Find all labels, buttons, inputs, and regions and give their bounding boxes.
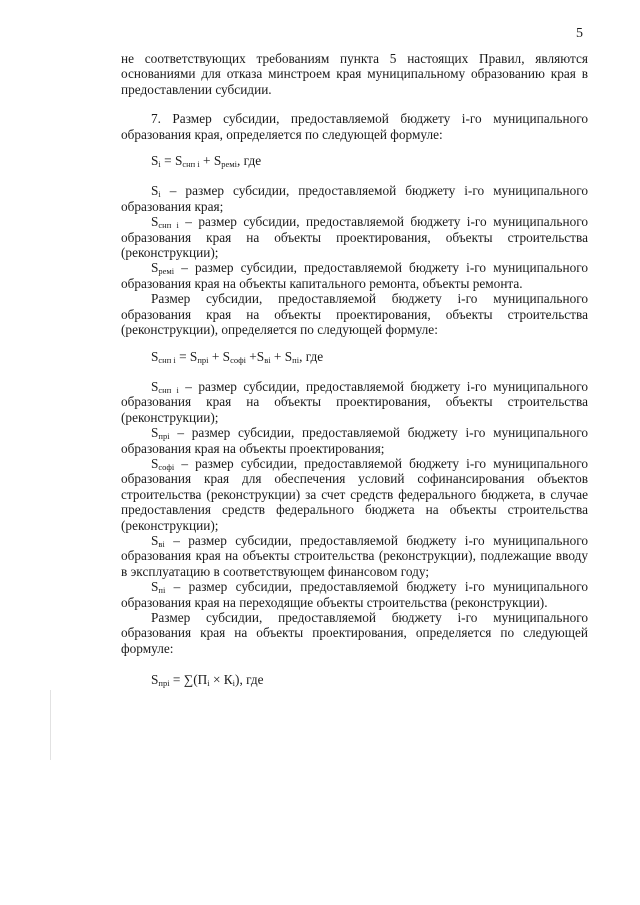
intro-paragraph: не соответствующих требованиям пункта 5 настоящих Правил, являются основаниями для отказа минстроем края муниципальному образованию края в предоставлении субсидии.: [121, 51, 588, 97]
definition-snp: $S_{снп i}$ – размер субсидии, предоставляемой бюджету i-го муниципального образования края на объекты проектирования, объекты строительства (реконструкции);: [121, 214, 588, 261]
pr-intro-paragraph: Размер субсидии, предоставляемой бюджету i-го муниципального образования края на объекты проектирования, определяется по следующей формуле:: [121, 610, 588, 656]
definition-v: $S_{вi}$ – размер субсидии, предоставляемой бюджету i-го муниципального образования края на объекты строительства (реконструкции), подлежащие вводу в эксплуатацию в соответствующем финансовом году;: [121, 532, 588, 579]
clause-7-paragraph: 7. Размер субсидии, предоставляемой бюджету i-го муниципального образования края, определяется по следующей формуле:: [121, 111, 588, 142]
snp-intro-paragraph: Размер субсидии, предоставляемой бюджету i-го муниципального образования края на объекты проектирования, объекты строительства (реконструкции), определяется по следующей формуле:: [121, 291, 588, 338]
formula-subsidy-pr: $S_{прi} = \sum(П_i \times К_i)$, где: [151, 672, 264, 689]
document-body: [121, 51, 588, 703]
formula-subsidy-total: $S_i = S_{снп i} + S_{ремi}$, где: [151, 153, 262, 170]
definition-p: $S_{пi}$ – размер субсидии, предоставляемой бюджету i-го муниципального образования края на переходящие объекты строительства (реконструкции).: [121, 579, 588, 610]
scan-artifact-line: [50, 690, 51, 760]
formula-subsidy-snp: $S_{снп i} = S_{прi} + S_{софi} +S_{вi} + S_{пi}$, где: [151, 348, 324, 365]
page-number: 5: [576, 26, 583, 41]
definition-rem: $S_{ремi}$ – размер субсидии, предоставляемой бюджету i-го муниципального образования края на объекты капитального ремонта, объекты ремонта.: [121, 260, 588, 291]
definition-pr: $S_{прi}$ – размер субсидии, предоставляемой бюджету i-го муниципального образования края на объекты проектирования;: [121, 425, 588, 456]
definition-si: $S_i$ – размер субсидии, предоставляемой бюджету i-го муниципального образования края;: [121, 183, 588, 214]
definition-snp-2: $S_{снп i}$ – размер субсидии, предоставляемой бюджету i-го муниципального образования края на объекты проектирования, объекты строительства (реконструкции);: [121, 378, 588, 425]
definition-sof: $S_{софi}$ – размер субсидии, предоставляемой бюджету i-го муниципального образования края для обеспечения условий софинансирования объектов строительства (реконструкции) за счет средств федерального бюджета, в случае предоставления средств федерального бюджета на объекты строительства (реконструкции);: [121, 455, 588, 533]
